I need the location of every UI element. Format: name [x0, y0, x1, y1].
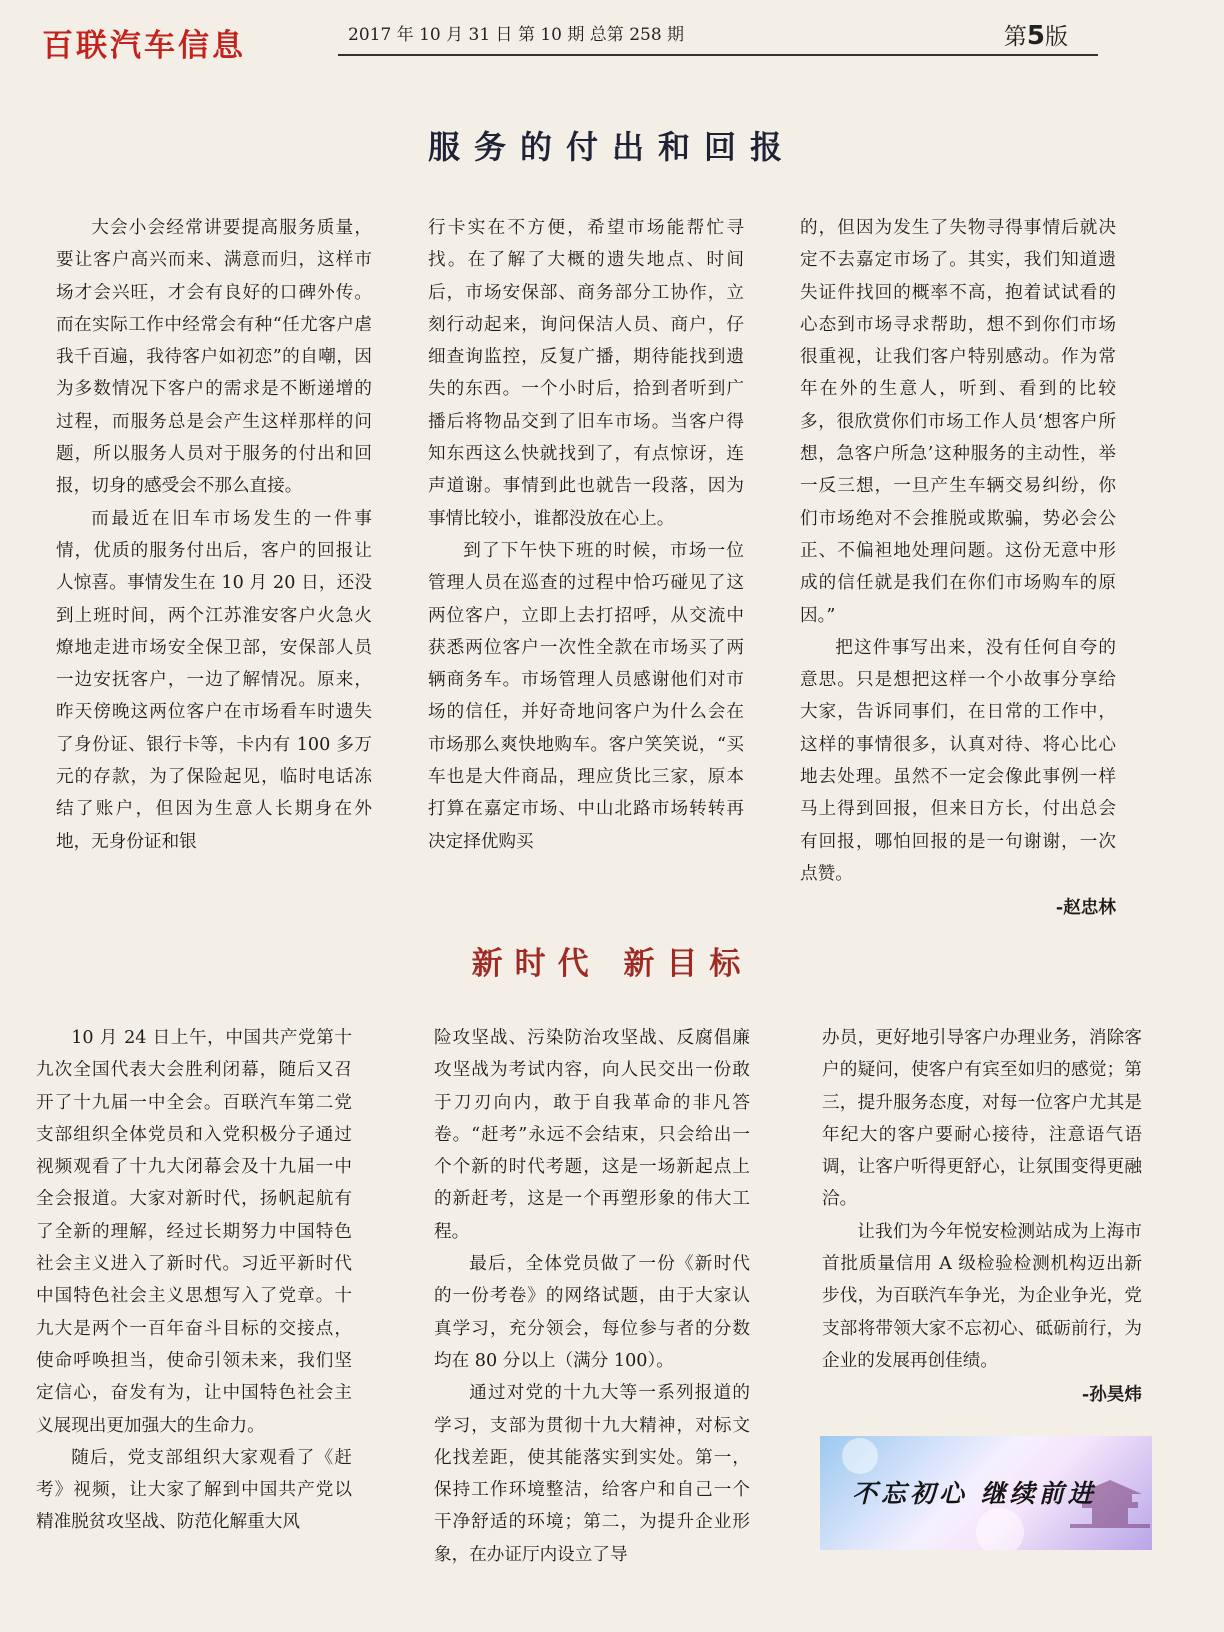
article2-paragraph: 险攻坚战、污染防治攻坚战、反腐倡廉攻坚战为考试内容，向人民交出一份敢于刀刃向内，敢于自我革命的非凡答卷。“赶考”永远不会结束，只会给出一个个新的时代考题，这是一场新起点上的新赶考，这是一个再塑形象的伟大工程。 — [434, 1028, 750, 1242]
article2-paragraph: 随后，党支部组织大家观看了《赶考》视频，让大家了解到中国共产党以精准脱贫攻坚战、防范化解重大风 — [36, 1447, 352, 1533]
page-number — [1004, 18, 1068, 51]
article2-title: 新时代 新目标 — [471, 946, 753, 982]
article1-paragraph: 行卡实在不方便，希望市场能帮忙寻找。在了解了大概的遗失地点、时间后，市场安保部、商务部分工协作，立刻行动起来，询问保洁人员、商户，仔细查询监控，反复广播，期待能找到遗失的东西。一个小时后，拾到者听到广播后将物品交到了旧车市场。当客户得知东西这么快就找到了，有点惊讶，连声道谢。事情到此也就告一段落，因为事情比较小，谁都没放在心上。 — [428, 218, 744, 529]
article1-column-3 — [800, 212, 1116, 925]
article1-paragraph: 到了下午快下班的时候，市场一位管理人员在巡查的过程中恰巧碰见了这两位客户，立即上去打招呼，从交流中获悉两位客户一次性全款在市场买了两辆商务车。市场管理人员感谢他们对市场的信任，并好奇地问客户为什么会在市场那么爽快地购车。客户笑笑说，“买车也是大件商品，理应货比三家，原本打算在嘉定市场、中山北路市场转转再决定择优购买 — [428, 540, 744, 852]
article2-paragraph: 最后，全体党员做了一份《新时代的一份考卷》的网络试题，由于大家认真学习，充分领会，每位参与者的分数均在 80 分以上（满分 100）。 — [434, 1254, 750, 1371]
article2-column-3 — [822, 1022, 1142, 1412]
article1-title: 服务的付出和回报 — [427, 128, 796, 166]
header-rule — [338, 54, 1098, 56]
article1-author: -赵忠林 — [1055, 897, 1116, 919]
article2-paragraph: 10 月 24 日上午，中国共产党第十九次全国代表大会胜利闭幕，随后又召开了十九届一中全会。百联汽车第二党支部组织全体党员和入党积极分子通过视频观看了十九大闭幕会及十九届一中全会报道。大家对新时代，扬帆起航有了全新的理解，经过长期努力中国特色社会主义进入了新时代。习近平新时代中国特色社会主义思想写入了党章。十九大是两个一百年奋斗目标的交接点，使命呼唤担当，使命引领未来，我们坚定信心，奋发有为，让中国特色社会主义展现出更加强大的生命力。 — [36, 1028, 352, 1436]
banner-slogan: 不忘初心 继续前进 — [852, 1479, 1097, 1508]
page-prefix: 第 — [1003, 24, 1027, 50]
masthead — [38, 14, 1098, 64]
article1-paragraph: 大会小会经常讲要提高服务质量，要让客户高兴而来、满意而归，这样市场才会兴旺，才会有良好的口碑外传。而在实际工作中经常会有种“任尤客户虐我千百遍，我待客户如初恋”的自嘲，因为多数情况下客户的需求是不断递增的过程，而服务总是会产生这样那样的问题，所以服务人员对于服务的付出和回报，切身的感受会不那么直接。 — [56, 218, 372, 497]
article1-column-1 — [56, 212, 372, 858]
article1-paragraph: 的，但因为发生了失物寻得事情后就决定不去嘉定市场了。其实，我们知道遗失证件找回的概率不高，抱着试试看的心态到市场寻求帮助，想不到你们市场很重视，让我们客户特别感动。作为常年在外的生意人，听到、看到的比较多，很欣赏你们市场工作人员‘想客户所想，急客户所急’这种服务的主动性，举一反三想，一旦产生车辆交易纠纷，你们市场绝对不会推脱或欺骗，势必会公正、不偏袒地处理问题。这份无意中形成的信任就是我们在你们市场购车的原因。” — [800, 218, 1116, 626]
article1-paragraph: 把这件事写出来，没有任何自夸的意思。只是想把这样一个小故事分享给大家，告诉同事们，在日常的工作中，这样的事情很多，认真对待、将心比心地去处理。虽然不一定会像此事例一样马上得到回报，但来日方长，付出总会有回报，哪怕回报的是一句谢谢，一次点赞。 — [800, 637, 1116, 884]
article2-author: -孙昊炜 — [1081, 1384, 1142, 1406]
article2-paragraph: 通过对党的十九大等一系列报道的学习，支部为贯彻十九大精神，对标文化找差距，使其能落实到实处。第一，保持工作环境整洁，给客户和自己一个干净舒适的环境；第二，为提升企业形象，在办证厅内设立了导 — [434, 1383, 750, 1565]
article2-paragraph: 办员，更好地引导客户办理业务，消除客户的疑问，使客户有宾至如归的感觉；第三，提升服务态度，对每一位客户尤其是年纪大的客户要耐心接待，注意语气语调，让客户听得更舒心，让氛围变得更融洽。 — [822, 1028, 1142, 1210]
article2-column-2 — [434, 1022, 750, 1571]
article1-column-2 — [428, 212, 744, 858]
article2-column-1 — [36, 1022, 352, 1539]
article1-paragraph: 而最近在旧车市场发生的一件事情，优质的服务付出后，客户的回报让人惊喜。事情发生在 10 月 20 日，还没到上班时间，两个江苏淮安客户火急火燎地走进市场安全保卫部，安保部人员一边安抚客户，一边了解情况。原来，昨天傍晚这两位客户在市场看车时遗失了身份证、银行卡等，卡内有 100 多万元的存款，为了保险起见，临时电话冻结了账户，但因为生意人长期身在外地，无身份证和银 — [56, 508, 372, 852]
issue-info: 2017 年 10 月 31 日 第 10 期 总第 258 期 — [348, 25, 685, 45]
page-suffix: 版 — [1045, 24, 1068, 50]
slogan-banner-image — [820, 1436, 1152, 1550]
page-num-value: 5 — [1026, 21, 1045, 51]
article2-paragraph: 让我们为今年悦安检测站成为上海市首批质量信用 A 级检验检测机构迈出新步伐，为百联汽车争光，为企业争光，党支部将带领大家不忘初心、砥砺前行，为企业的发展再创佳绩。 — [822, 1221, 1142, 1371]
brand-title: 百联汽车信息 — [42, 28, 246, 64]
